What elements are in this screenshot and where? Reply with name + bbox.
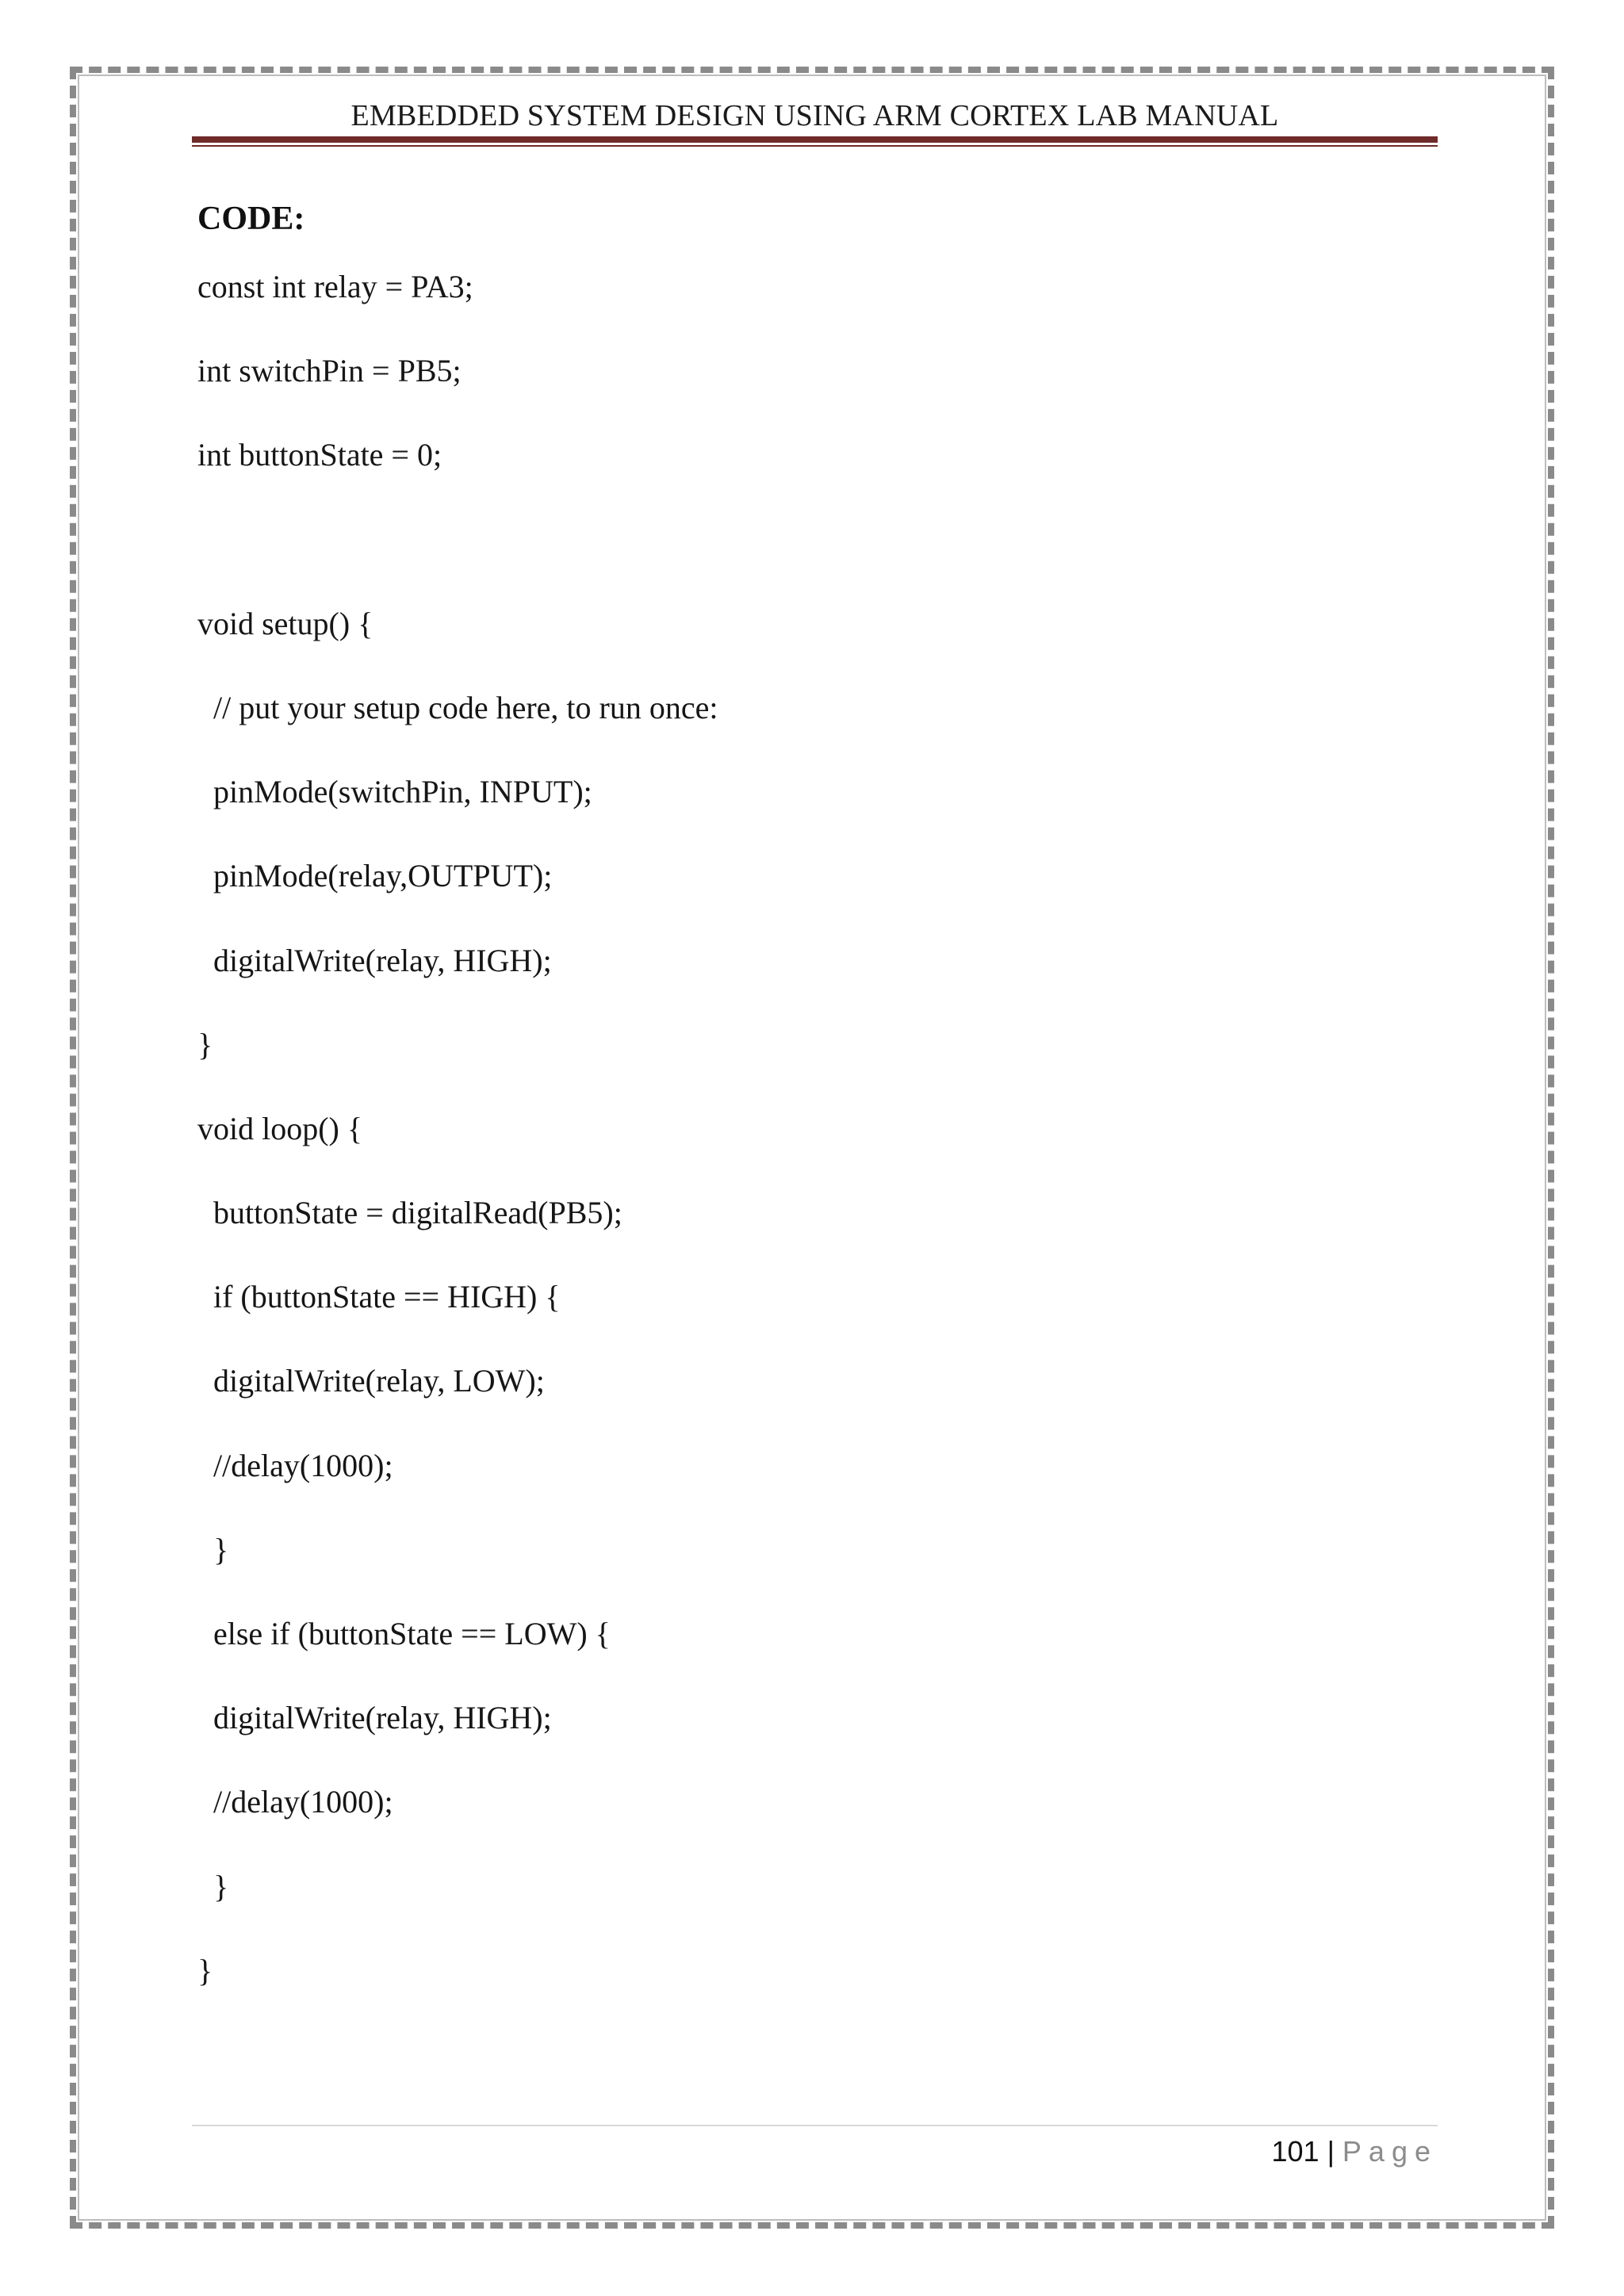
code-line: int switchPin = PB5; [197,353,462,389]
code-line: //delay(1000); [197,1784,393,1820]
code-line: buttonState = digitalRead(PB5); [197,1195,622,1231]
code-line: const int relay = PA3; [197,269,473,304]
code-line: //delay(1000); [197,1447,393,1483]
section-heading: CODE: [197,201,305,237]
code-line: digitalWrite(relay, HIGH); [197,942,552,978]
code-line: int buttonState = 0; [197,437,442,473]
page-label: Page [1342,2135,1438,2168]
running-header: EMBEDDED SYSTEM DESIGN USING ARM CORTEX LAB MANUAL [350,99,1279,132]
code-line: pinMode(switchPin, INPUT); [197,774,592,810]
code-line: void setup() { [197,605,373,641]
code-line: pinMode(relay,OUTPUT); [197,858,553,894]
code-line: else if (buttonState == LOW) { [197,1616,611,1651]
footer-separator: | [1327,2135,1335,2168]
code-line: digitalWrite(relay, LOW); [197,1363,545,1399]
code-block [197,266,1434,2034]
page-number: 101 [1271,2135,1320,2168]
code-line: // put your setup code here, to run once: [197,689,718,725]
code-line: } [197,1952,213,1988]
page-footer [1271,2133,1438,2171]
code-line [197,519,1434,603]
code-line: digitalWrite(relay, HIGH); [197,1700,552,1736]
header-rule [192,136,1438,143]
code-line: } [197,1026,213,1062]
header-rule-thin [192,145,1438,147]
footer-rule [192,2125,1438,2126]
code-line: void loop() { [197,1110,363,1146]
code-line: } [197,1531,229,1567]
code-line: } [197,1868,229,1904]
code-line: if (buttonState == HIGH) { [197,1279,561,1315]
